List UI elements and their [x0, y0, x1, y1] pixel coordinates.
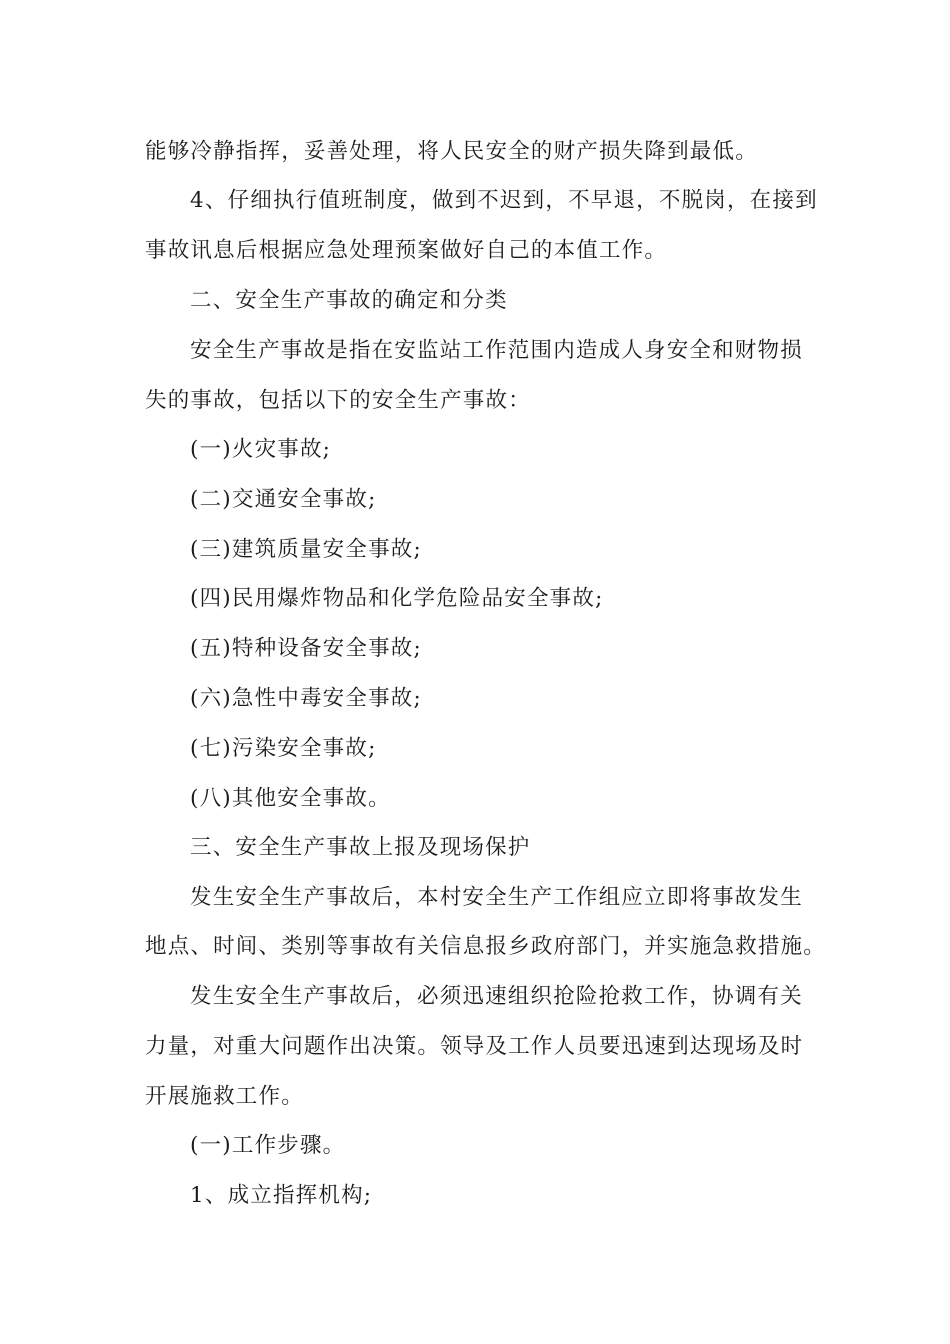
list-item: (二)交通安全事故;: [190, 487, 377, 512]
list-item: (七)污染安全事故;: [190, 736, 377, 761]
list-item: (一)火灾事故;: [190, 437, 332, 462]
list-item: (四)民用爆炸物品和化学危险品安全事故;: [190, 586, 604, 611]
paragraph-line: 失的事故，包括以下的安全生产事故：: [145, 388, 531, 413]
list-item: (八)其他安全事故。: [190, 786, 391, 811]
paragraph-line: 事故讯息后根据应急处理预案做好自己的本值工作。: [145, 238, 668, 263]
paragraph-line: 地点、时间、类别等事故有关信息报乡政府部门，并实施急救措施。: [145, 934, 827, 959]
subsection-heading: (一)工作步骤。: [190, 1133, 346, 1158]
paragraph-line: 发生安全生产事故后，本村安全生产工作组应立即将事故发生: [190, 885, 803, 910]
paragraph-line: 发生安全生产事故后，必须迅速组织抢险抢救工作，协调有关: [190, 984, 803, 1009]
list-item: (五)特种设备安全事故;: [190, 636, 422, 661]
list-item: (三)建筑质量安全事故;: [190, 537, 422, 562]
section-heading: 三、安全生产事故上报及现场保护: [190, 835, 531, 860]
list-item: 1、成立指挥机构;: [190, 1183, 373, 1208]
section-heading: 二、安全生产事故的确定和分类: [190, 288, 508, 313]
paragraph-line: 力量，对重大问题作出决策。领导及工作人员要迅速到达现场及时: [145, 1034, 804, 1059]
paragraph-line: 安全生产事故是指在安监站工作范围内造成人身安全和财物损: [190, 338, 803, 363]
paragraph-line: 能够冷静指挥，妥善处理，将人民安全的财产损失降到最低。: [145, 139, 758, 164]
paragraph-line: 开展施救工作。: [145, 1084, 304, 1109]
paragraph-line: 4、仔细执行值班制度，做到不迟到，不早退，不脱岗，在接到: [190, 188, 818, 213]
list-item: (六)急性中毒安全事故;: [190, 686, 422, 711]
